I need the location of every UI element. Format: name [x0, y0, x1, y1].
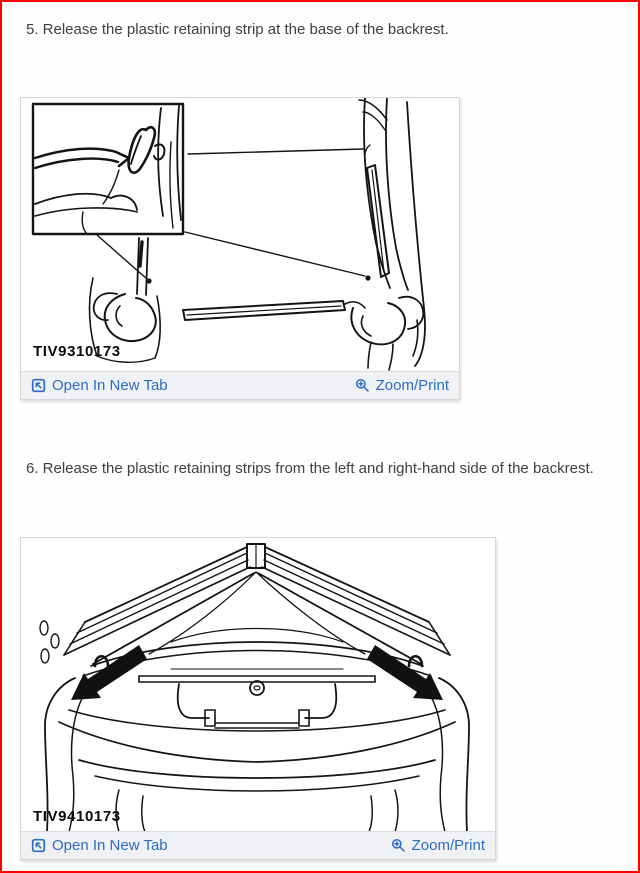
seat-backrest-base-diagram: [21, 98, 459, 372]
figure-2-illustration: [21, 538, 495, 832]
figure-1-id-label: TIV9310173: [33, 343, 121, 360]
figure-1-open-in-new-tab-link[interactable]: [31, 377, 168, 394]
zoom-print-label: Zoom/Print: [375, 377, 449, 394]
zoom-in-icon: [355, 378, 370, 393]
figure-2-open-in-new-tab-link[interactable]: [31, 837, 168, 854]
seat-backrest-folded-diagram: [21, 538, 493, 832]
zoom-print-label: Zoom/Print: [411, 837, 485, 854]
figure-tiv9410173: [20, 537, 496, 860]
figure-1-zoom-print-link[interactable]: [355, 377, 449, 394]
open-in-new-tab-label: Open In New Tab: [52, 837, 168, 854]
figure-2-zoom-print-link[interactable]: [391, 837, 485, 854]
step-5-text: 5. Release the plastic retaining strip at the base of the backrest.: [26, 21, 449, 38]
step-6-text: 6. Release the plastic retaining strips from the left and right-hand side of the backrest.: [26, 460, 594, 477]
open-in-new-tab-icon: [31, 378, 46, 393]
zoom-in-icon: [391, 838, 406, 853]
figure-tiv9310173: [20, 97, 460, 400]
open-in-new-tab-label: Open In New Tab: [52, 377, 168, 394]
figure-2-id-label: TIV9410173: [33, 808, 121, 825]
figure-1-toolbar: [21, 371, 459, 399]
open-in-new-tab-icon: [31, 838, 46, 853]
figure-1-illustration: [21, 98, 459, 372]
figure-2-toolbar: [21, 831, 495, 859]
